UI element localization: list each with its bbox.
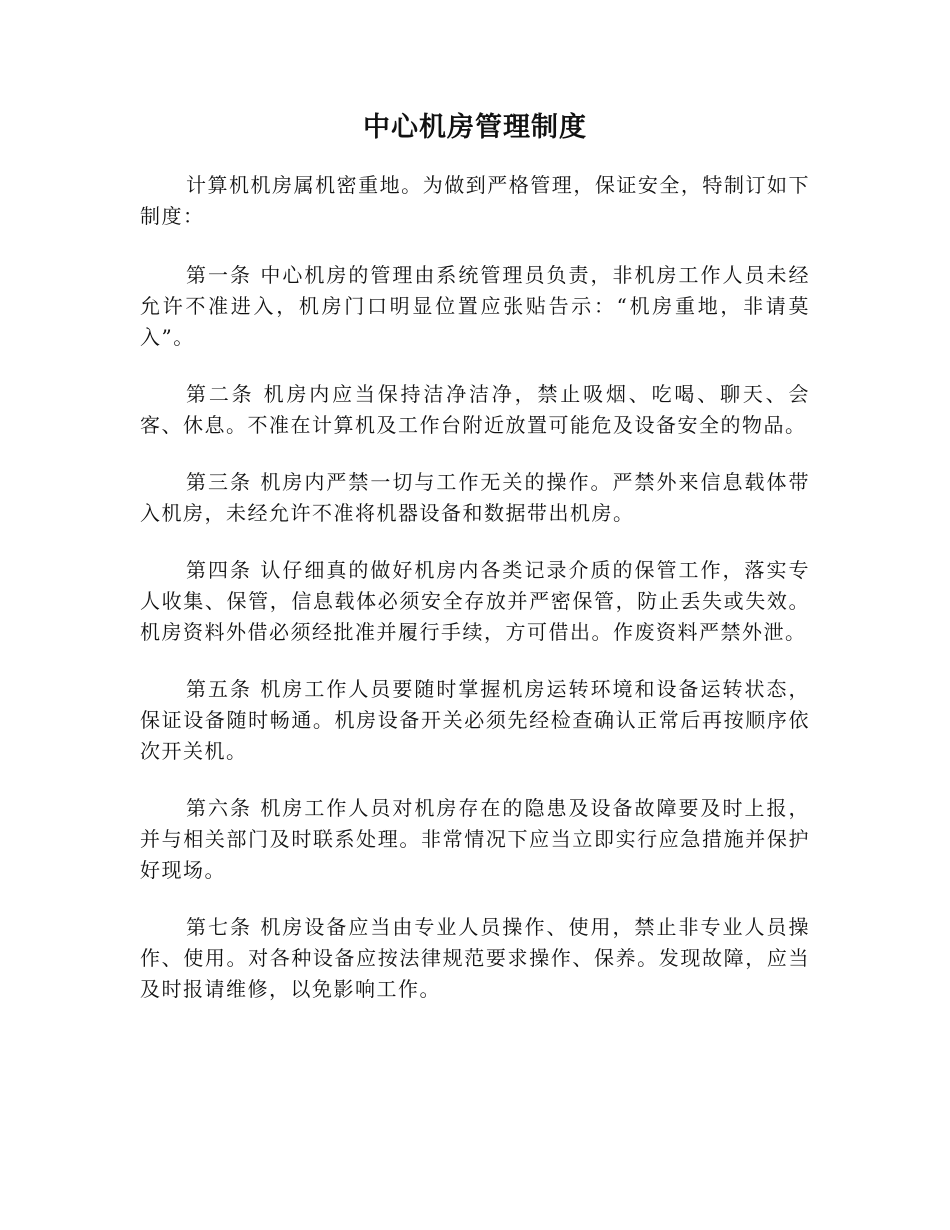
article-7: 第七条 机房设备应当由专业人员操作、使用，禁止非专业人员操作、使用。对各种设备应按法律规范要求操作、保养。发现故障，应当及时报请维修，以免影响工作。 (140, 915, 810, 1001)
article-1: 第一条 中心机房的管理由系统管理员负责，非机房工作人员未经允许不准进入，机房门口明显位置应张贴告示：“机房重地，非请莫入”。 (140, 263, 810, 349)
article-2: 第二条 机房内应当保持洁净洁净，禁止吸烟、吃喝、聊天、会客、休息。不准在计算机及工作台附近放置可能危及设备安全的物品。 (140, 382, 810, 437)
article-3: 第三条 机房内严禁一切与工作无关的操作。严禁外来信息载体带入机房，未经允许不准将机器设备和数据带出机房。 (140, 470, 810, 525)
document-title: 中心机房管理制度 (363, 112, 587, 143)
article-4: 第四条 认仔细真的做好机房内各类记录介质的保管工作，落实专人收集、保管，信息载体必须安全存放并严密保管，防止丢失或失效。机房资料外借必须经批准并履行手续，方可借出。作废资料严禁外泄。 (140, 558, 810, 644)
article-5: 第五条 机房工作人员要随时掌握机房运转环境和设备运转状态，保证设备随时畅通。机房设备开关必须先经检查确认正常后再按顺序依次开关机。 (140, 677, 810, 763)
intro-paragraph: 计算机机房属机密重地。为做到严格管理，保证安全，特制订如下制度： (140, 173, 810, 228)
article-6: 第六条 机房工作人员对机房存在的隐患及设备故障要及时上报，并与相关部门及时联系处理。非常情况下应当立即实行应急措施并保护好现场。 (140, 796, 810, 882)
